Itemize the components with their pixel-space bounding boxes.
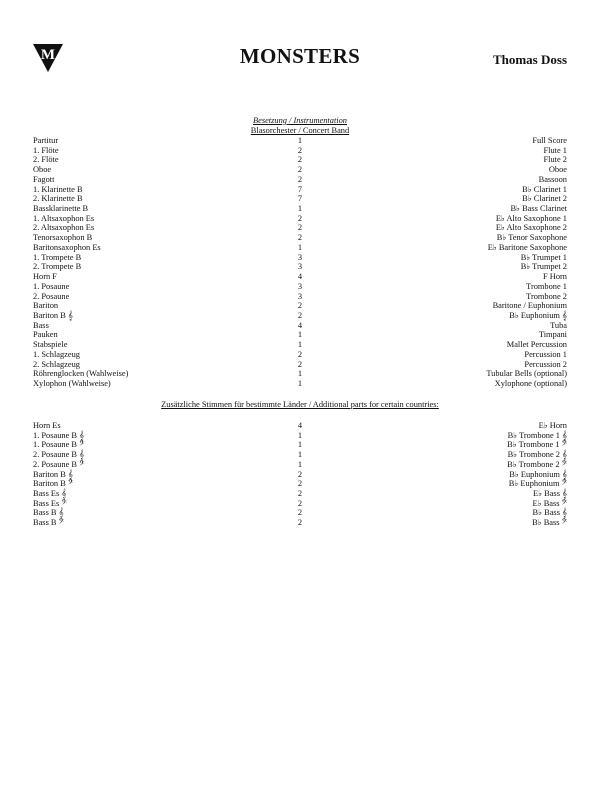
part-row: [33, 204, 567, 214]
part-row: [33, 272, 567, 282]
part-count: 2: [297, 479, 303, 489]
part-name-german: 1. Posaune B 𝄢: [33, 440, 85, 450]
part-count: 2: [297, 469, 303, 479]
part-name-german: Bariton B 𝄞: [33, 310, 73, 320]
part-name-english: Baritone / Euphonium: [492, 301, 567, 311]
part-row: [33, 489, 567, 499]
part-row: [33, 330, 567, 340]
part-row: [33, 508, 567, 518]
part-name-english: Tubular Bells (optional): [486, 369, 567, 379]
part-name-german: 2. Altsaxophon Es: [33, 223, 95, 233]
part-name-german: Horn F: [33, 272, 57, 282]
part-name-english: Tuba: [550, 320, 567, 330]
part-row: [33, 360, 567, 370]
part-row: [33, 223, 567, 233]
part-row: [33, 175, 567, 185]
part-count: 2: [297, 155, 303, 165]
part-name-english: Mallet Percussion: [506, 340, 567, 350]
part-name-german: Bass Es 𝄞: [33, 489, 67, 499]
part-count: 2: [297, 359, 303, 369]
instrumentation-heading: [0, 116, 600, 136]
part-name-english: Trombone 1: [526, 281, 567, 291]
composer-name: Thomas Doss: [492, 52, 567, 67]
part-count: 1: [297, 136, 303, 145]
part-name-german: Oboe: [33, 165, 52, 175]
part-name-english: B♭ Trombone 1 𝄞: [507, 430, 567, 440]
part-count: 1: [297, 369, 303, 379]
part-name-german: Röhrenglocken (Wahlweise): [33, 369, 129, 379]
part-row: [33, 214, 567, 224]
part-name-german: Xylophon (Wahlweise): [33, 378, 111, 388]
part-name-german: Partitur: [33, 136, 59, 145]
part-count: 2: [297, 518, 303, 528]
additional-parts-heading: Zusätzliche Stimmen für bestimmte Länder / Additional parts for certain countries:: [161, 400, 439, 409]
part-row: [33, 321, 567, 331]
part-row: [33, 431, 567, 441]
part-row: [33, 282, 567, 292]
part-name-german: 2. Posaune: [33, 291, 70, 301]
part-count: 2: [297, 213, 303, 223]
part-row: [33, 340, 567, 350]
part-count: 7: [297, 184, 303, 194]
part-name-german: 1. Klarinette B: [33, 184, 83, 194]
part-count: 3: [297, 262, 303, 272]
part-name-german: 1. Flöte: [33, 145, 59, 155]
part-name-german: 2. Posaune B 𝄞: [33, 450, 85, 460]
part-count: 2: [297, 508, 303, 518]
part-count: 2: [297, 498, 303, 508]
part-row: [33, 194, 567, 204]
part-name-english: B♭ Trombone 2 𝄞: [507, 450, 567, 460]
part-name-english: B♭ Euphonium 𝄢: [508, 479, 567, 489]
part-name-english: B♭ Euphonium 𝄞: [509, 310, 567, 320]
part-name-german: 2. Posaune B 𝄢: [33, 459, 85, 469]
part-count: 2: [297, 233, 303, 243]
part-count: 2: [297, 174, 303, 184]
part-row: [33, 301, 567, 311]
part-count: 2: [297, 310, 303, 320]
part-name-english: Xylophone (optional): [494, 378, 567, 388]
part-row: [33, 136, 567, 146]
part-name-german: 2. Trompete B: [33, 262, 82, 272]
part-name-german: 1. Posaune: [33, 281, 70, 291]
part-name-english: E♭ Baritone Saxophone: [487, 242, 567, 252]
part-row: [33, 292, 567, 302]
part-name-german: Baritonsaxophon Es: [33, 242, 101, 252]
part-row: [33, 146, 567, 156]
part-row: [33, 369, 567, 379]
part-name-english: E♭ Bass 𝄢: [532, 498, 567, 508]
part-name-german: 1. Schlagzeug: [33, 349, 80, 359]
part-row: [33, 450, 567, 460]
instrumentation-heading-line1: Besetzung / Instrumentation: [253, 116, 347, 125]
part-count: 3: [297, 291, 303, 301]
part-row: [33, 262, 567, 272]
part-count: 4: [297, 320, 303, 330]
part-count: 1: [297, 242, 303, 252]
part-count: 2: [297, 349, 303, 359]
part-row: [33, 233, 567, 243]
part-name-english: E♭ Bass 𝄞: [532, 489, 567, 499]
part-name-german: Tenorsaxophon B: [33, 233, 93, 243]
part-row: [33, 155, 567, 165]
part-name-english: B♭ Bass 𝄞: [532, 508, 567, 518]
part-name-german: Bariton B 𝄢: [33, 479, 74, 489]
part-name-german: Bass B 𝄞: [33, 508, 64, 518]
part-name-english: Flute 2: [543, 155, 567, 165]
part-count: 1: [297, 204, 303, 214]
part-name-english: B♭ Trombone 2 𝄢: [507, 459, 567, 469]
part-count: 2: [297, 489, 303, 499]
part-name-german: 2. Schlagzeug: [33, 359, 80, 369]
part-name-english: Flute 1: [543, 145, 567, 155]
part-name-german: Bariton: [33, 301, 59, 311]
part-name-english: E♭ Alto Saxophone 1: [495, 213, 567, 223]
part-count: 1: [297, 440, 303, 450]
part-name-german: Bass: [33, 320, 49, 330]
part-count: 3: [297, 281, 303, 291]
part-row: [33, 165, 567, 175]
part-name-english: Trombone 2: [526, 291, 567, 301]
logo-letter: M: [40, 47, 56, 63]
part-name-german: 2. Flöte: [33, 155, 59, 165]
part-name-english: B♭ Bass 𝄢: [532, 518, 567, 528]
part-name-english: B♭ Euphonium 𝄞: [509, 469, 567, 479]
part-name-english: B♭ Clarinet 1: [522, 184, 567, 194]
part-name-english: B♭ Trumpet 1: [520, 252, 567, 262]
part-row: [33, 421, 567, 431]
part-count: 4: [297, 421, 303, 430]
part-name-english: Oboe: [548, 165, 567, 175]
part-row: [33, 253, 567, 263]
part-row: [33, 379, 567, 389]
part-name-german: Bariton B 𝄞: [33, 469, 73, 479]
part-count: 1: [297, 330, 303, 340]
part-count: 1: [297, 450, 303, 460]
part-row: [33, 518, 567, 528]
part-name-german: Bass B 𝄢: [33, 518, 64, 528]
part-name-german: Fagott: [33, 174, 55, 184]
part-name-english: B♭ Trumpet 2: [520, 262, 567, 272]
part-name-german: Bass Es 𝄢: [33, 498, 67, 508]
part-name-english: F Horn: [543, 272, 567, 282]
part-name-english: Timpani: [538, 330, 567, 340]
additional-parts-table: [33, 421, 567, 528]
part-count: 2: [297, 145, 303, 155]
part-name-english: E♭ Horn: [538, 421, 567, 430]
part-name-english: E♭ Alto Saxophone 2: [495, 223, 567, 233]
part-name-german: 1. Altsaxophon Es: [33, 213, 95, 223]
part-name-english: Bassoon: [538, 174, 567, 184]
part-name-english: B♭ Clarinet 2: [522, 194, 567, 204]
part-name-german: 2. Klarinette B: [33, 194, 83, 204]
part-count: 2: [297, 301, 303, 311]
part-row: [33, 440, 567, 450]
part-name-english: Full Score: [532, 136, 567, 145]
part-count: 1: [297, 430, 303, 440]
part-name-german: 1. Trompete B: [33, 252, 82, 262]
instrumentation-table: [33, 136, 567, 389]
part-count: 1: [297, 378, 303, 388]
part-count: 1: [297, 459, 303, 469]
part-count: 4: [297, 272, 303, 282]
page-title: MONSTERS: [239, 44, 361, 68]
part-name-english: B♭ Bass Clarinet: [510, 204, 567, 214]
part-count: 1: [297, 340, 303, 350]
part-count: 3: [297, 252, 303, 262]
part-row: [33, 479, 567, 489]
part-name-german: Horn Es: [33, 421, 61, 430]
part-name-german: Bassklarinette B: [33, 204, 89, 214]
instrumentation-heading-line2: Blasorchester / Concert Band: [250, 126, 350, 135]
part-row: [33, 350, 567, 360]
part-row: [33, 243, 567, 253]
part-row: [33, 460, 567, 470]
part-name-english: Percussion 1: [524, 349, 567, 359]
part-count: 2: [297, 223, 303, 233]
part-name-german: 1. Posaune B 𝄞: [33, 430, 85, 440]
part-row: [33, 470, 567, 480]
part-row: [33, 311, 567, 321]
part-count: 2: [297, 165, 303, 175]
part-name-german: Pauken: [33, 330, 58, 340]
part-row: [33, 185, 567, 195]
part-name-english: Percussion 2: [524, 359, 567, 369]
part-count: 7: [297, 194, 303, 204]
part-name-english: B♭ Trombone 1 𝄢: [507, 440, 567, 450]
part-row: [33, 499, 567, 509]
part-name-german: Stabspiele: [33, 340, 68, 350]
part-name-english: B♭ Tenor Saxophone: [496, 233, 567, 243]
